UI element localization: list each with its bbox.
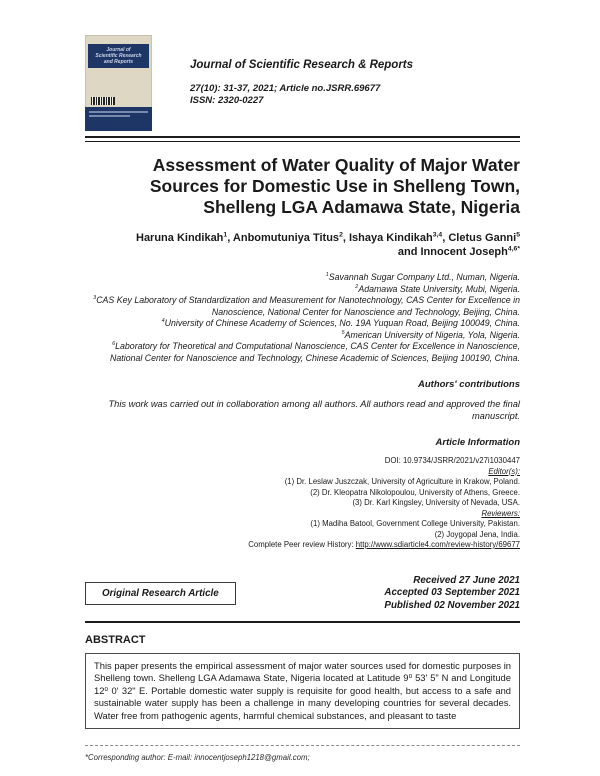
author-list [85,231,520,259]
editors-heading: Editor(s): [488,466,520,476]
author: Haruna Kindikah$^1$, [136,231,233,244]
corresponding-author-note: *Corresponding author: E-mail: innocentjoseph1218@gmail.com; [85,753,310,763]
journal-issue-line: 27(10): 31-37, 2021; Article no.JSRR.69677 [190,83,381,94]
article-dates [384,575,520,613]
article-type-badge: Original Research Article [85,582,236,605]
abstract-heading: ABSTRACT [85,634,146,646]
affiliation: $^3$CAS Key Laboratory of Standardization and Measurement for Nanotechnology, CAS Center for Excellence in Nanoscience, National Center for Nanoscience and Technology, Beijing, China. [93,295,520,317]
abstract-divider [85,621,520,623]
author-line-1 [85,231,520,245]
affiliation-list [85,272,520,364]
journal-name: Journal of Scientific Research & Reports [190,59,414,71]
article-title: Assessment of Water Quality of Major Water Sources for Domestic Use in Shelleng Town, Shelleng LGA Adamawa State, Nigeria [149,155,520,217]
dates-row [85,575,520,613]
affiliation: $^1$Savannah Sugar Company Ltd., Numan, Nigeria. [325,272,520,282]
cover-footer-band [85,107,152,131]
affiliation: $^2$Adamawa State University, Mubi, Nigeria. [355,283,520,294]
editor-entry: (3) Dr. Karl Kingsley, University of Nevada, USA. [352,498,520,507]
journal-cover-thumbnail [85,35,152,131]
accepted-date: Accepted 03 September 2021 [384,587,520,598]
affiliation: $^5$American University of Nigeria, Yola, Nigeria. [341,329,520,340]
cover-title-line: Scientific Research [95,53,142,59]
journal-issn: ISSN: 2320-0227 [190,95,264,106]
article-information-heading: Article Information [435,437,520,448]
cover-title-line: Journal of [106,47,131,53]
reviewer-entry: (2) Joygopal Jena, India. [434,529,520,539]
peer-review-label: Complete Peer review History: [248,540,356,549]
affiliation: $^6$Laboratory for Theoretical and Computational Nanoscience, CAS Center for Excellence in Nanoscience, National Center for Nanoscience and Technology, Chinese Academic of Sciences, Beijing 100190, China. [110,341,520,363]
author: Cletus Ganni$^5$ [448,231,520,244]
contributions-heading: Authors' contributions [418,379,520,390]
author: Ishaya Kindikah$^{3,4}$, [348,231,449,244]
cover-title-band [88,44,149,68]
cover-footer-text-line [89,115,130,117]
cover-footer-text-line [89,111,148,113]
journal-header [85,35,520,131]
peer-review-link[interactable]: http://www.sdiarticle4.com/review-history/69677 [355,540,520,549]
cover-title-line: and Reports [103,59,134,65]
contributions-text: This work was carried out in collaboration among all authors. All authors read and approved the final manuscript. [108,399,520,421]
editor-entry: (2) Dr. Kleopatra Nikolopoulou, University of Athens, Greece. [310,487,520,497]
published-date: Published 02 November 2021 [384,599,520,611]
author: and Innocent Joseph$^{4,6*}$ [397,245,520,258]
header-divider [85,136,520,142]
barcode [91,97,115,105]
author: Anbomutuniya Titus$^2$, [232,231,349,244]
peer-review-history [85,540,520,551]
footnote-divider [85,745,520,746]
affiliation: $^4$University of Chinese Academy of Sciences, No. 19A Yuquan Road, Beijing 100049, China. [161,318,520,328]
abstract-text: This paper presents the empirical assessment of major water sources used for domestic purposes in Shelleng town. Shelleng LGA Adamawa State, Nigeria located at Latitude 9⁰ 53' 5" N and Longitude 12⁰ 0' 32" E. Portable domestic water supply is requisite for good health, but access to a safe and sustainable water supply has been a challenge in many developing countries for several decades. Water free from pathogenic agents, harmful chemical substances, and pleasant to taste [85,653,520,729]
doi: DOI: 10.9734/JSRR/2021/v27i1030447 [384,456,520,465]
editor-entry: (1) Dr. Leslaw Juszczak, University of Agriculture in Krakow, Poland. [284,477,520,486]
article-information [85,456,520,551]
journal-masthead [190,35,413,106]
reviewers-heading: Reviewers: [481,508,520,518]
reviewer-entry: (1) Madiha Batool, Government College University, Pakistan. [310,519,520,528]
author-line-2 [85,245,520,259]
received-date: Received 27 June 2021 [413,574,520,586]
